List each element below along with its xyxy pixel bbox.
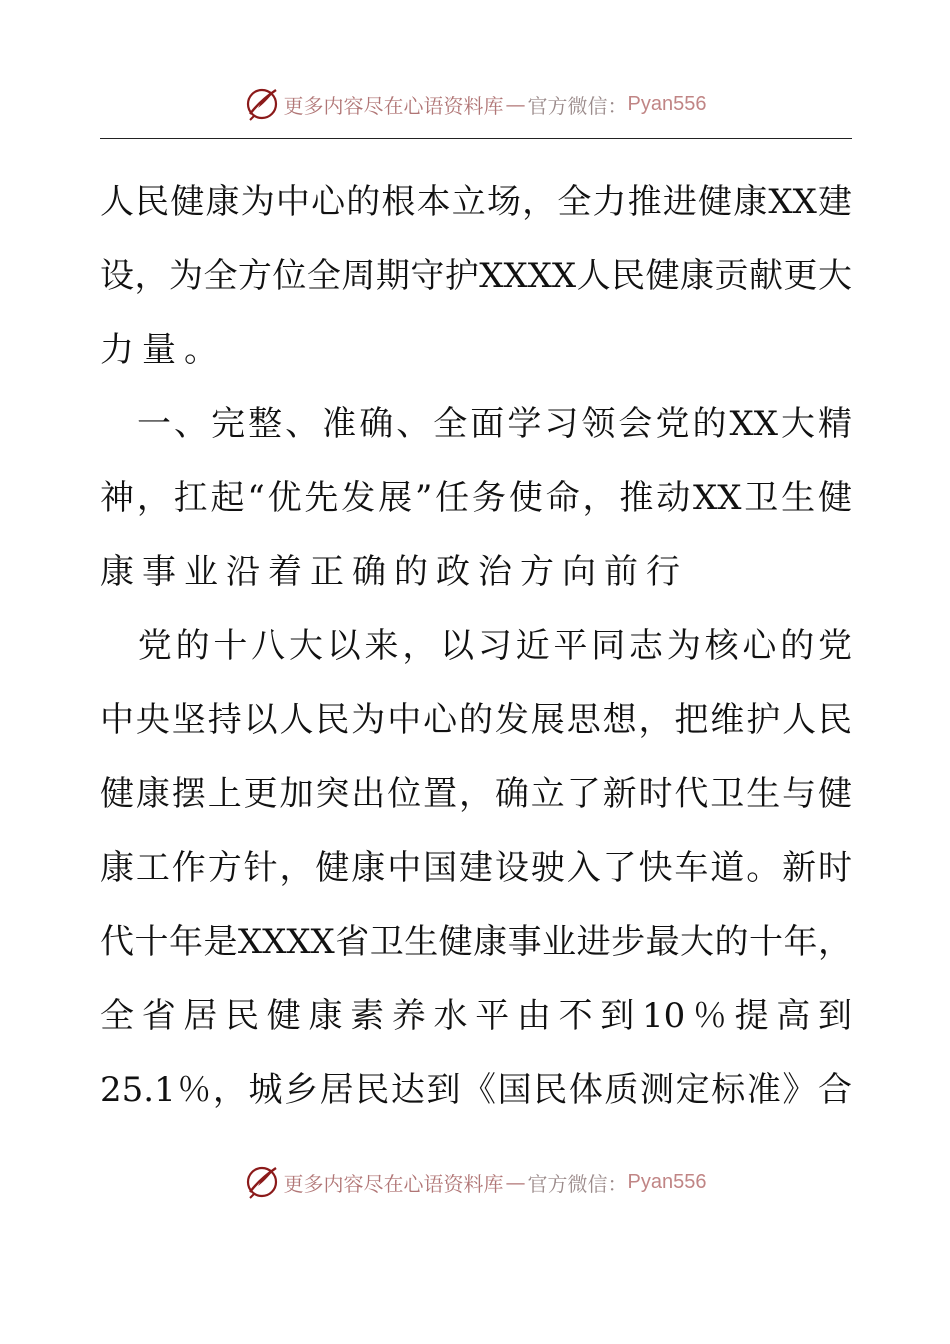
text-line: 全省居民健康素养水平由不到10％提高到 [100,996,852,1036]
text-line: 一、完整、准确、全面学习领会党的XX大精 [100,404,852,444]
text-line: 党的十八大以来，以习近平同志为核心的党 [100,626,852,666]
text-line: 康工作方针，健康中国建设驶入了快车道。新时 [100,848,852,888]
text-line: 人民健康为中心的根本立场，全力推进健康XX建 [100,182,852,222]
text-line: 力量。 [100,330,226,370]
document-body [100,165,852,1127]
text-line: 25.1％，城乡居民达到《国民体质测定标准》合 [100,1070,852,1110]
quill-pen-logo-icon [244,1164,280,1200]
brand-separator: — [505,92,526,116]
header-banner [0,82,950,126]
brand-separator: — [505,1170,526,1194]
text-line: 健康摆上更加突出位置，确立了新时代卫生与健 [100,774,852,814]
footer-banner [0,1160,950,1204]
wechat-id: Pyan556 [627,92,707,115]
brand-text: 更多内容尽在心语资料库 [283,1171,504,1196]
brand-text: 更多内容尽在心语资料库 [283,93,504,118]
wechat-id: Pyan556 [627,1170,707,1193]
header-divider [100,138,852,139]
quill-pen-logo-icon [244,86,280,122]
official-wechat-label: 官方微信： [527,93,628,118]
text-line: 中央坚持以人民为中心的发展思想，把维护人民 [100,700,852,740]
text-line: 代十年是XXXX省卫生健康事业进步最大的十年， [100,922,852,962]
text-line: 康事业沿着正确的政治方向前行 [100,552,688,592]
official-wechat-label: 官方微信： [527,1171,628,1196]
text-line: 神，扛起“优先发展”任务使命，推动XX卫生健 [100,478,852,518]
text-line: 设，为全方位全周期守护XXXX人民健康贡献更大 [100,256,852,296]
